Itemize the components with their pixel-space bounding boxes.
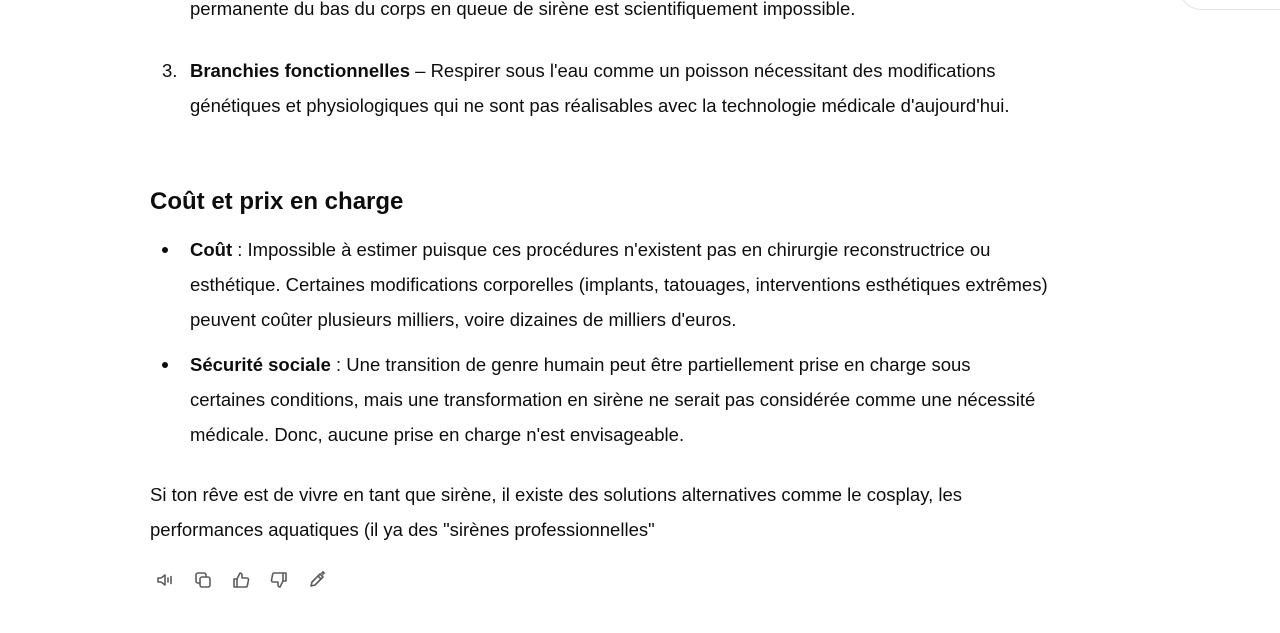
numbered-list [150, 53, 1050, 123]
bullet-text: : Impossible à estimer puisque ces procédures n'existent pas en chirurgie reconstructrice ou esthétique. Certaines modifications corporelles (implants, tatouages, interventions esthétiques extrêmes) peuvent coûter plusieurs milliers, voire dizaines de milliers d'euros. [190, 239, 1048, 330]
thumbs-down-icon [269, 570, 289, 590]
list-item-text: – Respirer sous l'eau comme un poisson nécessitant des modifications génétiques et physiologiques qui ne sont pas réalisables avec la technologie médicale d'aujourd'hui. [190, 60, 1010, 116]
list-item [150, 53, 1050, 123]
copy-icon [193, 570, 213, 590]
bullet-item-social-security [150, 347, 1050, 452]
thumbs-up-icon [231, 570, 251, 590]
good-response-button[interactable] [226, 566, 256, 594]
closing-paragraph: Si ton rêve est de vivre en tant que sirène, il existe des solutions alternatives comme le cosplay, les performances aquatiques (il ya des "sirènes professionnelles" [150, 484, 963, 540]
bullet-list [150, 232, 1050, 462]
bullet-item-cost [150, 232, 1050, 337]
list-number: 3. [162, 60, 178, 81]
bullet-title: Coût [190, 239, 233, 260]
bad-response-button[interactable] [264, 566, 294, 594]
bullet-dot [162, 247, 168, 253]
list-item-title: Branchies fonctionnelles [190, 60, 410, 81]
copy-button[interactable] [188, 566, 218, 594]
partial-list-item-text: permanente du bas du corps en queue de sirène est scientifiquement impossible. [190, 0, 856, 19]
bullet-dot [162, 362, 168, 368]
bullet-title: Sécurité sociale [190, 354, 331, 375]
read-aloud-button[interactable] [150, 566, 180, 594]
top-right-control[interactable] [1178, 0, 1280, 10]
section-heading: Coût et prix en charge [150, 188, 404, 215]
edit-in-canvas-button[interactable] [302, 566, 332, 594]
bullet-text: : Une transition de genre humain peut être partiellement prise en charge sous certaines conditions, mais une transformation en sirène ne serait pas considérée comme une nécessité médicale. Donc, aucune prise en charge n'est envisageable. [190, 354, 1036, 445]
message-actions [150, 566, 332, 594]
edit-pencil-sparkle-icon [307, 570, 327, 590]
speaker-icon [155, 570, 175, 590]
